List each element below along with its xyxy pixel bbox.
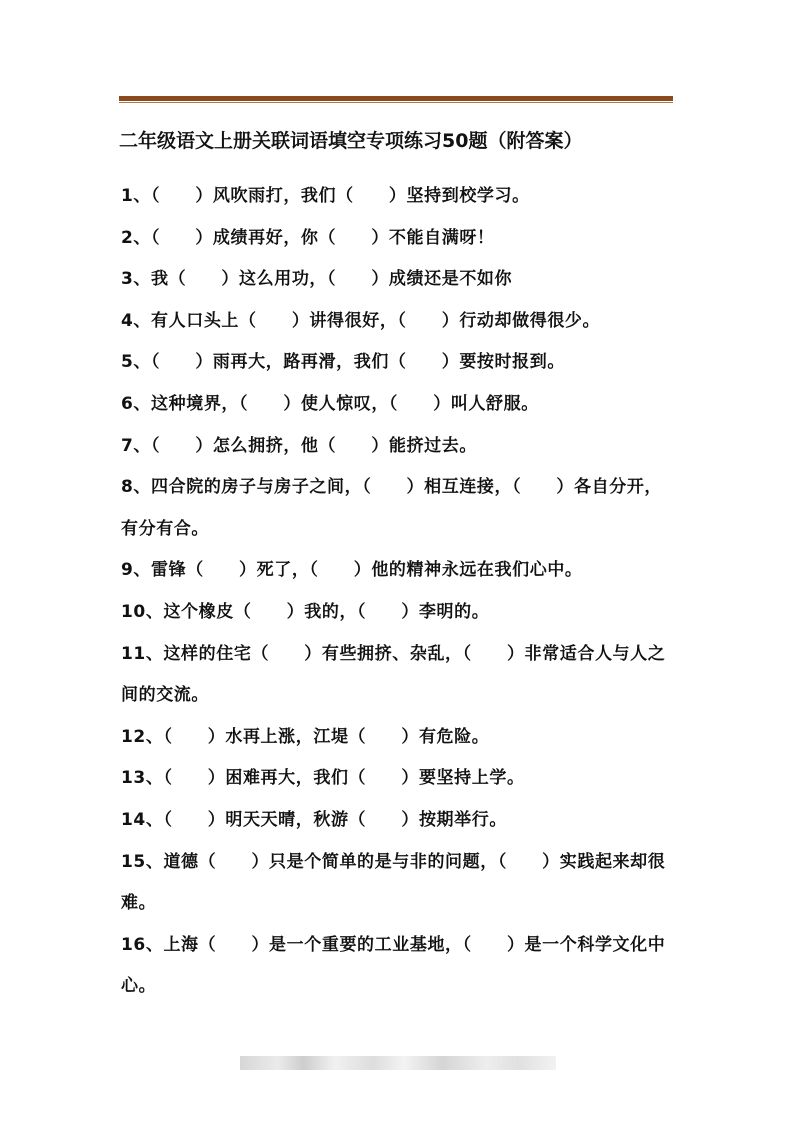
question-item: 13、（ ）困难再大，我们（ ）要坚持上学。 (121, 768, 525, 789)
top-border-rule (119, 96, 673, 101)
question-item: 4、有人口头上（ ）讲得很好，（ ）行动却做得很少。 (121, 310, 601, 331)
question-item: 11、这样的住宅（ ）有些拥挤、杂乱，（ ）非常适合人与人之间的交流。 (121, 643, 666, 706)
blurred-footer-watermark (240, 1056, 556, 1070)
question-item: 12、（ ）水再上涨，江堤（ ）有危险。 (121, 726, 490, 747)
question-item: 16、上海（ ）是一个重要的工业基地，（ ）是一个科学文化中心。 (121, 934, 666, 997)
question-item: 5、（ ）雨再大，路再滑，我们（ ）要按时报到。 (121, 352, 565, 373)
question-item: 1、（ ）风吹雨打，我们（ ）坚持到校学习。 (121, 186, 530, 206)
question-list (121, 176, 677, 1008)
top-border-rule-thin (119, 102, 673, 103)
question-item: 2、（ ）成绩再好，你（ ）不能自满呀！ (121, 227, 495, 248)
question-item: 3、我（ ）这么用功，（ ）成绩还是不如你 (121, 269, 513, 290)
question-item: 15、道德（ ）只是个简单的是与非的问题，（ ）实践起来却很难。 (121, 851, 666, 914)
question-item: 7、（ ）怎么拥挤，他（ ）能挤过去。 (121, 435, 477, 456)
document-title: 二年级语文上册关联词语填空专项练习50题（附答案） (119, 130, 583, 152)
question-item: 10、这个橡皮（ ）我的，（ ）李明的。 (121, 601, 490, 622)
question-item: 9、雷锋（ ）死了，（ ）他的精神永远在我们心中。 (121, 560, 583, 581)
question-item: 14、（ ）明天天晴，秋游（ ）按期举行。 (121, 809, 507, 830)
question-item: 8、四合院的房子与房子之间，（ ）相互连接，（ ）各自分开，有分有合。 (121, 477, 663, 539)
question-item: 6、这种境界，（ ）使人惊叹，（ ）叫人舒服。 (121, 393, 539, 414)
